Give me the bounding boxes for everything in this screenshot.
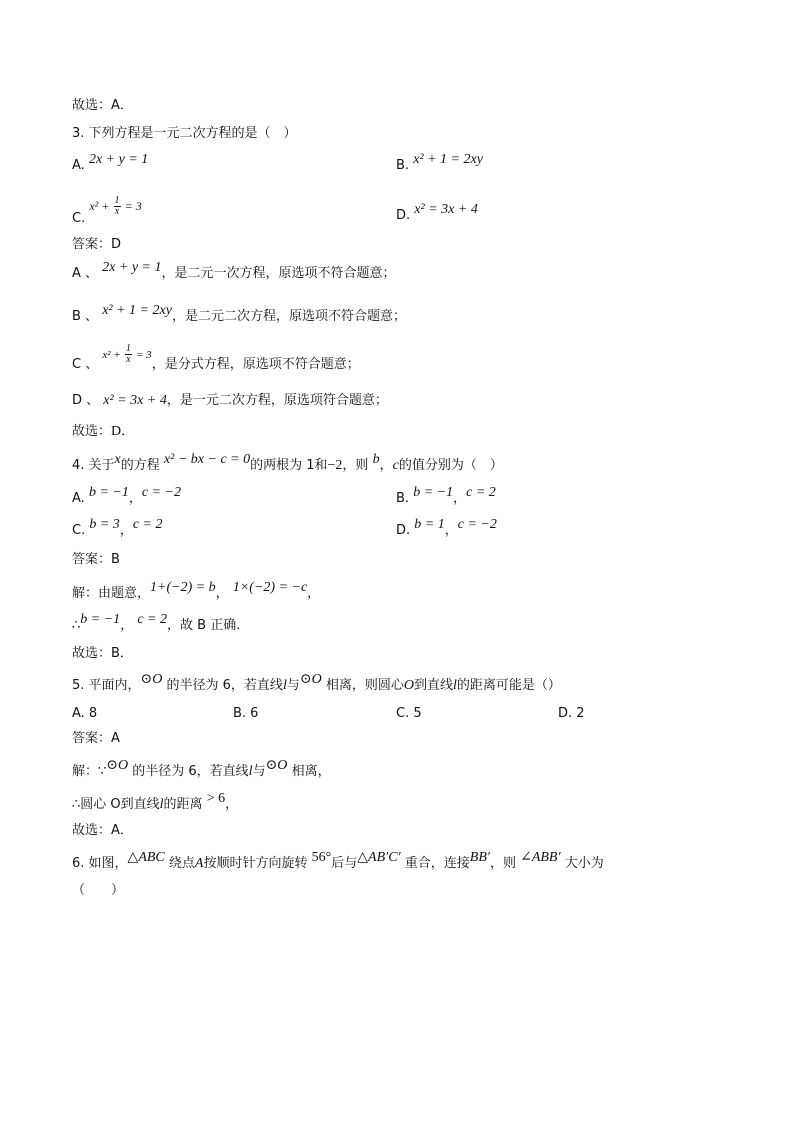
text: 相离，则圆心 xyxy=(325,678,404,693)
text: 后与 xyxy=(331,856,358,871)
fraction-numerator: 1 xyxy=(114,195,120,206)
question-6 xyxy=(72,850,604,872)
text: ， xyxy=(225,797,239,812)
math-expression: b = 3 xyxy=(89,517,120,532)
fraction-denominator: x xyxy=(114,206,120,217)
q5-solution-2 xyxy=(72,791,239,813)
circle-symbol: ⊙O xyxy=(299,672,322,687)
math-expression: c = −2 xyxy=(141,485,181,500)
fraction xyxy=(125,344,132,365)
question-5 xyxy=(72,672,561,694)
text: 的距离可能是（） xyxy=(456,678,561,693)
q4-option-a xyxy=(72,485,181,507)
text: 绕点 xyxy=(168,856,195,871)
q3-option-c xyxy=(72,195,142,226)
triangle-symbol: △AB′C′ xyxy=(357,850,401,865)
math-expression: b = −1 xyxy=(413,485,454,500)
q3-explanation-a xyxy=(72,260,396,282)
q5-option-d: D. 2 xyxy=(558,706,585,721)
q3-option-d xyxy=(396,202,478,224)
fraction-numerator: 1 xyxy=(125,343,131,354)
separator: ， xyxy=(453,491,467,506)
math-expression: b = −1 xyxy=(80,612,121,627)
conclusion-label: 故选： xyxy=(72,424,112,439)
item-label: C 、 xyxy=(72,357,99,372)
math-var: l xyxy=(248,764,253,779)
math-expression: x² + 1 = 2xy xyxy=(413,152,483,167)
q4-option-c xyxy=(72,517,163,539)
text: 的方程 xyxy=(120,458,160,473)
math-var: b xyxy=(372,452,380,467)
text: 4. 关于 xyxy=(72,458,115,473)
math-var: A xyxy=(194,856,204,871)
text: 6. 如图， xyxy=(72,856,128,871)
q4-option-d xyxy=(396,517,497,539)
text: 重合，连接 xyxy=(404,856,470,871)
explanation-text: ，是分式方程，原选项不符合题意； xyxy=(151,357,360,372)
q3-explanation-b xyxy=(72,303,406,325)
math-var: l xyxy=(282,678,287,693)
prev-conclusion: 故选：A． xyxy=(72,98,133,113)
math-expression: x² + xyxy=(89,199,110,213)
q6-answer-paren: （ ） xyxy=(72,883,125,898)
q5-conclusion: 故选：A． xyxy=(72,823,133,838)
math-expression: b = −1 xyxy=(88,485,129,500)
math-expression: > 6 xyxy=(206,791,226,806)
text: 5. 平面内， xyxy=(72,678,141,693)
text: 的值分别为（ ） xyxy=(398,458,503,473)
math-expression: 1×(−2) = −c xyxy=(232,580,308,595)
text: 的半径为 6，若直线 xyxy=(166,678,283,693)
math-expression: b = 1 xyxy=(414,517,445,532)
math-expression: = 3 xyxy=(136,349,152,361)
q3-option-a xyxy=(72,152,149,174)
text: 按顺时针方向旋转 xyxy=(203,856,308,871)
angle-value: 56° xyxy=(311,850,332,865)
text: ，则 xyxy=(342,458,369,473)
text: 的半径为 6，若直线 xyxy=(132,764,249,779)
question-3: 3. 下列方程是一元二次方程的是（ ） xyxy=(72,126,297,141)
text: ，故 B 正确． xyxy=(167,618,250,633)
segment-symbol: BB′ xyxy=(469,850,490,865)
q4-solution-1 xyxy=(72,580,321,602)
text: ， xyxy=(307,586,321,601)
angle-symbol: ∠ABB′ xyxy=(520,850,561,865)
option-label: C. xyxy=(72,211,86,226)
math-var: l xyxy=(452,678,457,693)
math-expression: c = 2 xyxy=(466,485,496,500)
text: ， xyxy=(215,586,229,601)
text: ，则 xyxy=(489,856,516,871)
q4-conclusion: 故选：B． xyxy=(72,646,133,661)
q5-option-a: A. 8 xyxy=(72,706,98,721)
text: ， xyxy=(120,618,134,633)
option-label: C. xyxy=(72,523,86,538)
q3-explanation-d xyxy=(72,393,388,409)
text: 大小为 xyxy=(564,856,604,871)
option-label: A. xyxy=(72,158,85,173)
explanation-text: ，是一元二次方程，原选项符合题意； xyxy=(166,393,388,408)
math-expression: 1+(−2) = b xyxy=(150,580,216,595)
math-expression: −2 xyxy=(327,458,343,473)
text: 到直线 xyxy=(413,678,453,693)
q3-conclusion xyxy=(72,424,134,440)
conclusion-punct: ． xyxy=(121,424,135,439)
math-expression: x² − bx − c = 0 xyxy=(163,452,251,467)
because-symbol: 解：∵ xyxy=(72,764,107,779)
separator: ， xyxy=(128,491,142,506)
math-var: O xyxy=(403,678,414,693)
math-expression: c = 2 xyxy=(132,517,163,532)
circle-symbol: ⊙O xyxy=(140,672,163,687)
fraction-denominator: x xyxy=(126,354,131,365)
math-expression: c = −2 xyxy=(457,517,497,532)
option-label: D. xyxy=(396,208,411,223)
q4-solution-2 xyxy=(72,612,250,634)
text: 相离， xyxy=(291,764,331,779)
item-label: A 、 xyxy=(72,266,99,281)
circle-symbol: ⊙O xyxy=(106,758,129,773)
text: 解：由题意， xyxy=(72,586,151,601)
math-expression: x² + 1 = 2xy xyxy=(102,303,172,318)
math-expression: 2x + y = 1 xyxy=(88,152,149,167)
q3-option-b xyxy=(396,152,483,174)
q3-explanation-c xyxy=(72,343,360,372)
item-label: B 、 xyxy=(72,309,99,324)
math-var: l xyxy=(159,797,164,812)
text: ， xyxy=(379,458,393,473)
math-expression: x² + xyxy=(102,349,121,361)
q5-option-c: C. 5 xyxy=(396,706,422,721)
math-var: c xyxy=(392,458,399,473)
q3-answer: 答案：D xyxy=(72,237,122,252)
option-label: B. xyxy=(396,158,410,173)
explanation-text: ，是二元二次方程，原选项不符合题意； xyxy=(171,309,406,324)
q5-solution-1 xyxy=(72,758,331,780)
q4-answer: 答案：B xyxy=(72,552,120,567)
q4-option-b xyxy=(396,485,496,507)
math-expression: x² = 3x + 4 xyxy=(414,202,478,217)
text: 与 xyxy=(252,764,266,779)
separator: ， xyxy=(444,523,458,538)
text: 的距离 xyxy=(163,797,203,812)
conclusion-value: D xyxy=(111,424,122,439)
option-label: B. xyxy=(396,491,410,506)
item-label: D 、 xyxy=(72,393,100,408)
separator: ， xyxy=(119,523,133,538)
triangle-symbol: △ABC xyxy=(127,850,165,865)
math-expression: x² = 3x + 4 xyxy=(103,393,167,408)
question-4 xyxy=(72,452,503,474)
text: 与 xyxy=(286,678,300,693)
explanation-text: ，是二元一次方程，原选项不符合题意； xyxy=(161,266,396,281)
math-expression: 2x + y = 1 xyxy=(102,260,162,275)
math-var: x xyxy=(114,452,121,467)
therefore-symbol: ∴ xyxy=(72,618,81,633)
math-expression: = 3 xyxy=(124,199,142,213)
option-label: A. xyxy=(72,491,85,506)
fraction xyxy=(114,196,121,217)
q5-answer: 答案：A xyxy=(72,731,120,746)
option-label: D. xyxy=(396,523,411,538)
circle-symbol: ⊙O xyxy=(265,758,288,773)
q5-option-b: B. 6 xyxy=(233,706,259,721)
text: ∴圆心 O到直线 xyxy=(72,797,160,812)
text: 的两根为 1和 xyxy=(250,458,328,473)
math-expression: c = 2 xyxy=(137,612,168,627)
